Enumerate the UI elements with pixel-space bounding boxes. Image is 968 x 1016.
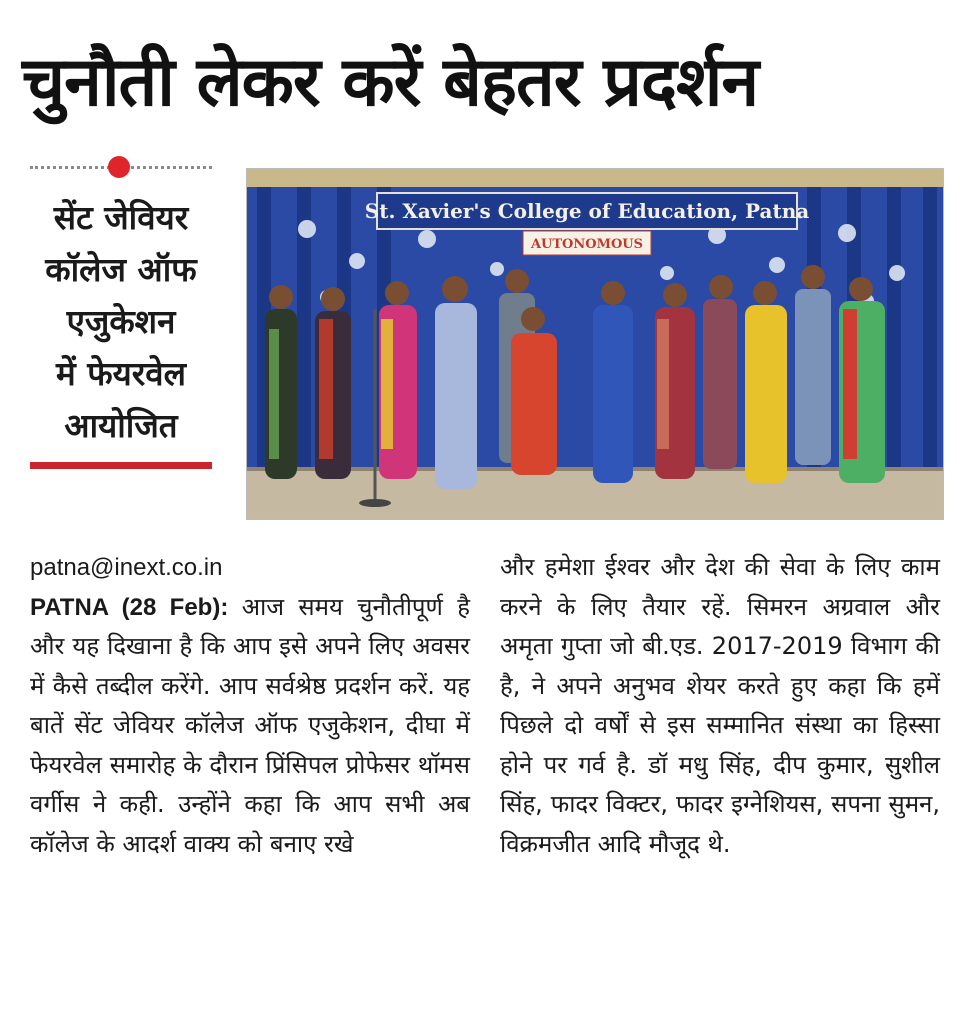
subheadline-line: में फेयरवेल: [55, 354, 187, 393]
event-photo: [246, 168, 944, 520]
red-dot-marker: [108, 156, 130, 178]
subheadline-line: सेंट जेवियर: [53, 198, 189, 237]
banner-text: St. Xavier's College of Education, Patna: [364, 199, 810, 223]
article-column-right: [500, 548, 940, 864]
headline: चुनौती लेकर करें बेहतर प्रदर्शन: [22, 43, 759, 122]
banner-subtext: AUTONOMOUS: [530, 237, 644, 252]
subheadline: [30, 192, 212, 452]
article-body-right: और हमेशा ईश्वर और देश की सेवा के लिए काम करने के लिए तैयार रहें. सिमरन अग्रवाल और अमृता गुप्ता जो बी.एड. 2017-2019 विभाग की है, ने अपने अनुभव शेयर करते हुए कहा कि हमें पिछले दो वर्षों से इस सम्मानित संस्था का हिस्सा होने पर गर्व है. डॉ मधु सिंह, दीप कुमार, सुशील सिंह, फादर विक्टर, फादर इग्नेशियस, सपना सुमन, विक्रमजीत आदि मौजूद थे.: [500, 553, 940, 858]
dateline: PATNA (28 Feb):: [30, 593, 242, 621]
stage-illustration: [247, 169, 943, 519]
subheadline-line: आयोजित: [64, 406, 178, 445]
article-body-left: आज समय चुनौतीपूर्ण है और यह दिखाना है कि आप इसे अपने लिए अवसर में कैसे तब्दील करेंगे. आप सर्वश्रेष्ठ प्रदर्शन करें. यह बातें सेंट जेवियर कॉलेज ऑफ एजुकेशन, दीघा में फेयरवेल समारोह के दौरान प्रिंसिपल प्रोफेसर थॉमस वर्गीस ने कही. उन्होंने कहा कि आप सभी अब कॉलेज के आदर्श वाक्य को बनाए रखे: [30, 592, 470, 858]
article-column-left: [30, 548, 470, 864]
red-rule: [30, 462, 212, 469]
subheadline-line: कॉलेज ऑफ: [45, 250, 197, 289]
author-email[interactable]: patna@inext.co.in: [30, 554, 223, 581]
subheadline-line: एजुकेशन: [66, 302, 176, 341]
